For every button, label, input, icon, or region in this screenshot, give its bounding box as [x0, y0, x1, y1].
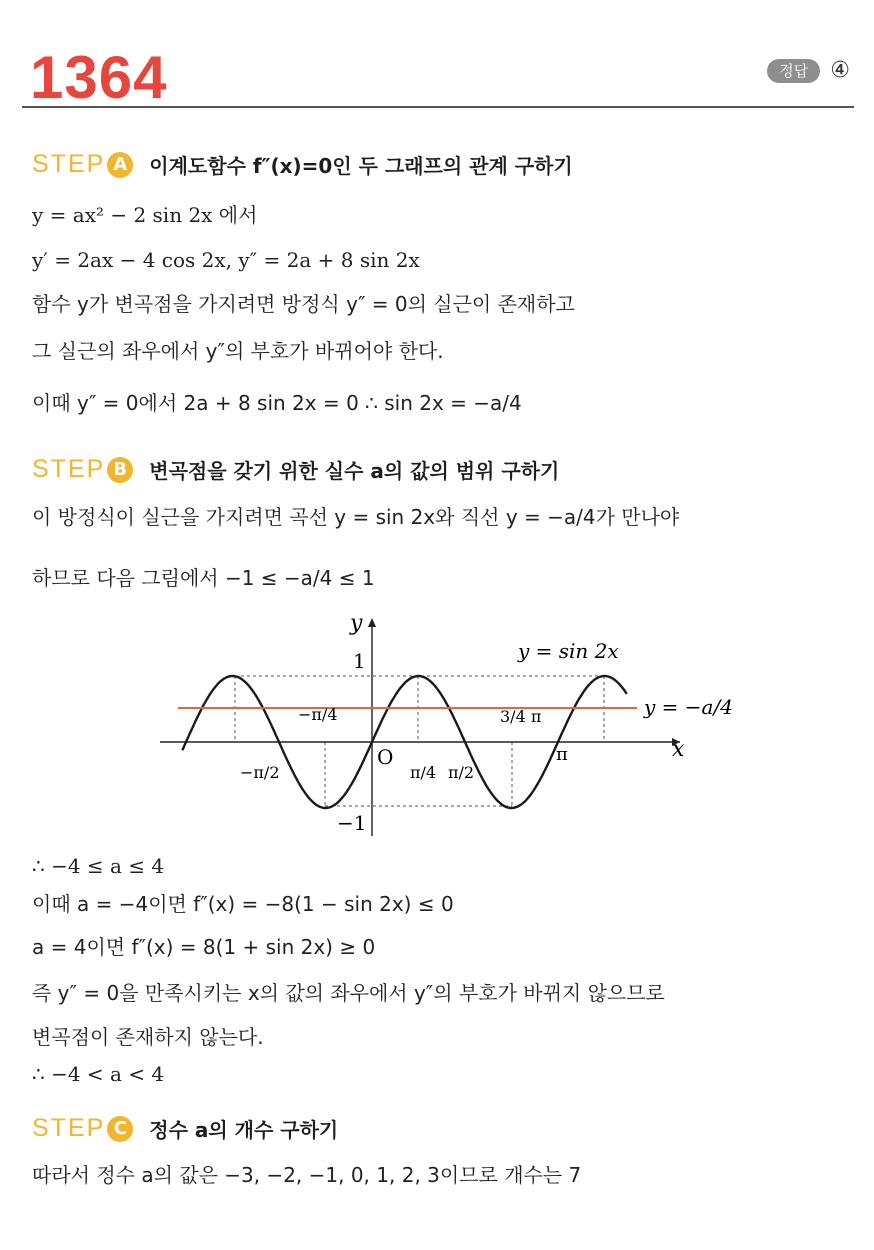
step-b-line-2: 하므로 다음 그림에서 −1 ≤ −a/4 ≤ 1 [32, 566, 375, 590]
tick-neg-pi-over-4: −π/4 [298, 705, 338, 724]
step-c-title: 정수 a의 개수 구하기 [149, 1118, 339, 1142]
step-b-title: 변곡점을 갖기 위한 실수 a의 값의 범위 구하기 [149, 459, 560, 483]
step-a-word: STEP [32, 150, 106, 178]
step-b-line-8: ∴ −4 < a < 4 [32, 1062, 165, 1086]
tick-one: 1 [353, 649, 366, 673]
tick-3pi-over-4: 3/4 π [500, 707, 542, 726]
step-a-line-3: 함수 y가 변곡점을 가지려면 방정식 y″ = 0의 실근이 존재하고 [32, 292, 575, 316]
step-b-line-1: 이 방정식이 실근을 가지려면 곡선 y = sin 2x와 직선 y = −a/4가 만나야 [32, 505, 680, 529]
tick-neg-one: −1 [337, 811, 367, 835]
step-b-word: STEP [32, 455, 106, 483]
step-c-heading [32, 1114, 338, 1143]
step-b-badge: B [107, 457, 133, 483]
step-b-line-6: 즉 y″ = 0을 만족시키는 x의 값의 좌우에서 y″의 부호가 바뀌지 않으므로 [32, 981, 665, 1005]
curve-label: y = sin 2x [518, 639, 619, 663]
step-b-line-7: 변곡점이 존재하지 않는다. [32, 1025, 264, 1049]
tick-pi-over-4: π/4 [410, 763, 437, 782]
step-a-badge: A [107, 152, 133, 178]
y-axis-arrow-icon [368, 618, 376, 627]
line-label: y = −a/4 [644, 695, 733, 719]
answer-value: ④ [830, 58, 850, 83]
y-axis-label: y [350, 611, 363, 636]
problem-number: 1364 [30, 44, 168, 111]
step-a-line-4: 그 실근의 좌우에서 y″의 부호가 바뀌어야 한다. [32, 339, 444, 363]
step-a-line-1: y = ax² − 2 sin 2x 에서 [32, 203, 258, 227]
step-c-word: STEP [32, 1114, 106, 1142]
x-axis-label: x [672, 737, 685, 762]
step-a-title: 이계도함수 f″(x)=0인 두 그래프의 관계 구하기 [149, 154, 573, 178]
tick-neg-pi-over-2: −π/2 [240, 763, 280, 782]
step-b-line-5: a = 4이면 f″(x) = 8(1 + sin 2x) ≥ 0 [32, 935, 376, 959]
step-b-line-4: 이때 a = −4이면 f″(x) = −8(1 − sin 2x) ≤ 0 [32, 892, 454, 916]
step-a-line-2: y′ = 2ax − 4 cos 2x, y″ = 2a + 8 sin 2x [32, 248, 420, 272]
step-a-line-5: 이때 y″ = 0에서 2a + 8 sin 2x = 0 ∴ sin 2x = −a/4 [32, 391, 522, 415]
answer-badge: 정답 [767, 59, 820, 83]
step-b-line-3: ∴ −4 ≤ a ≤ 4 [32, 854, 165, 878]
origin-label: O [377, 745, 394, 769]
step-c-line-1: 따라서 정수 a의 값은 −3, −2, −1, 0, 1, 2, 3이므로 개수는 7 [32, 1163, 582, 1187]
step-c-badge: C [107, 1116, 133, 1142]
dashed-guides [235, 676, 604, 806]
tick-pi: π [556, 744, 568, 765]
tick-pi-over-2: π/2 [448, 763, 475, 782]
